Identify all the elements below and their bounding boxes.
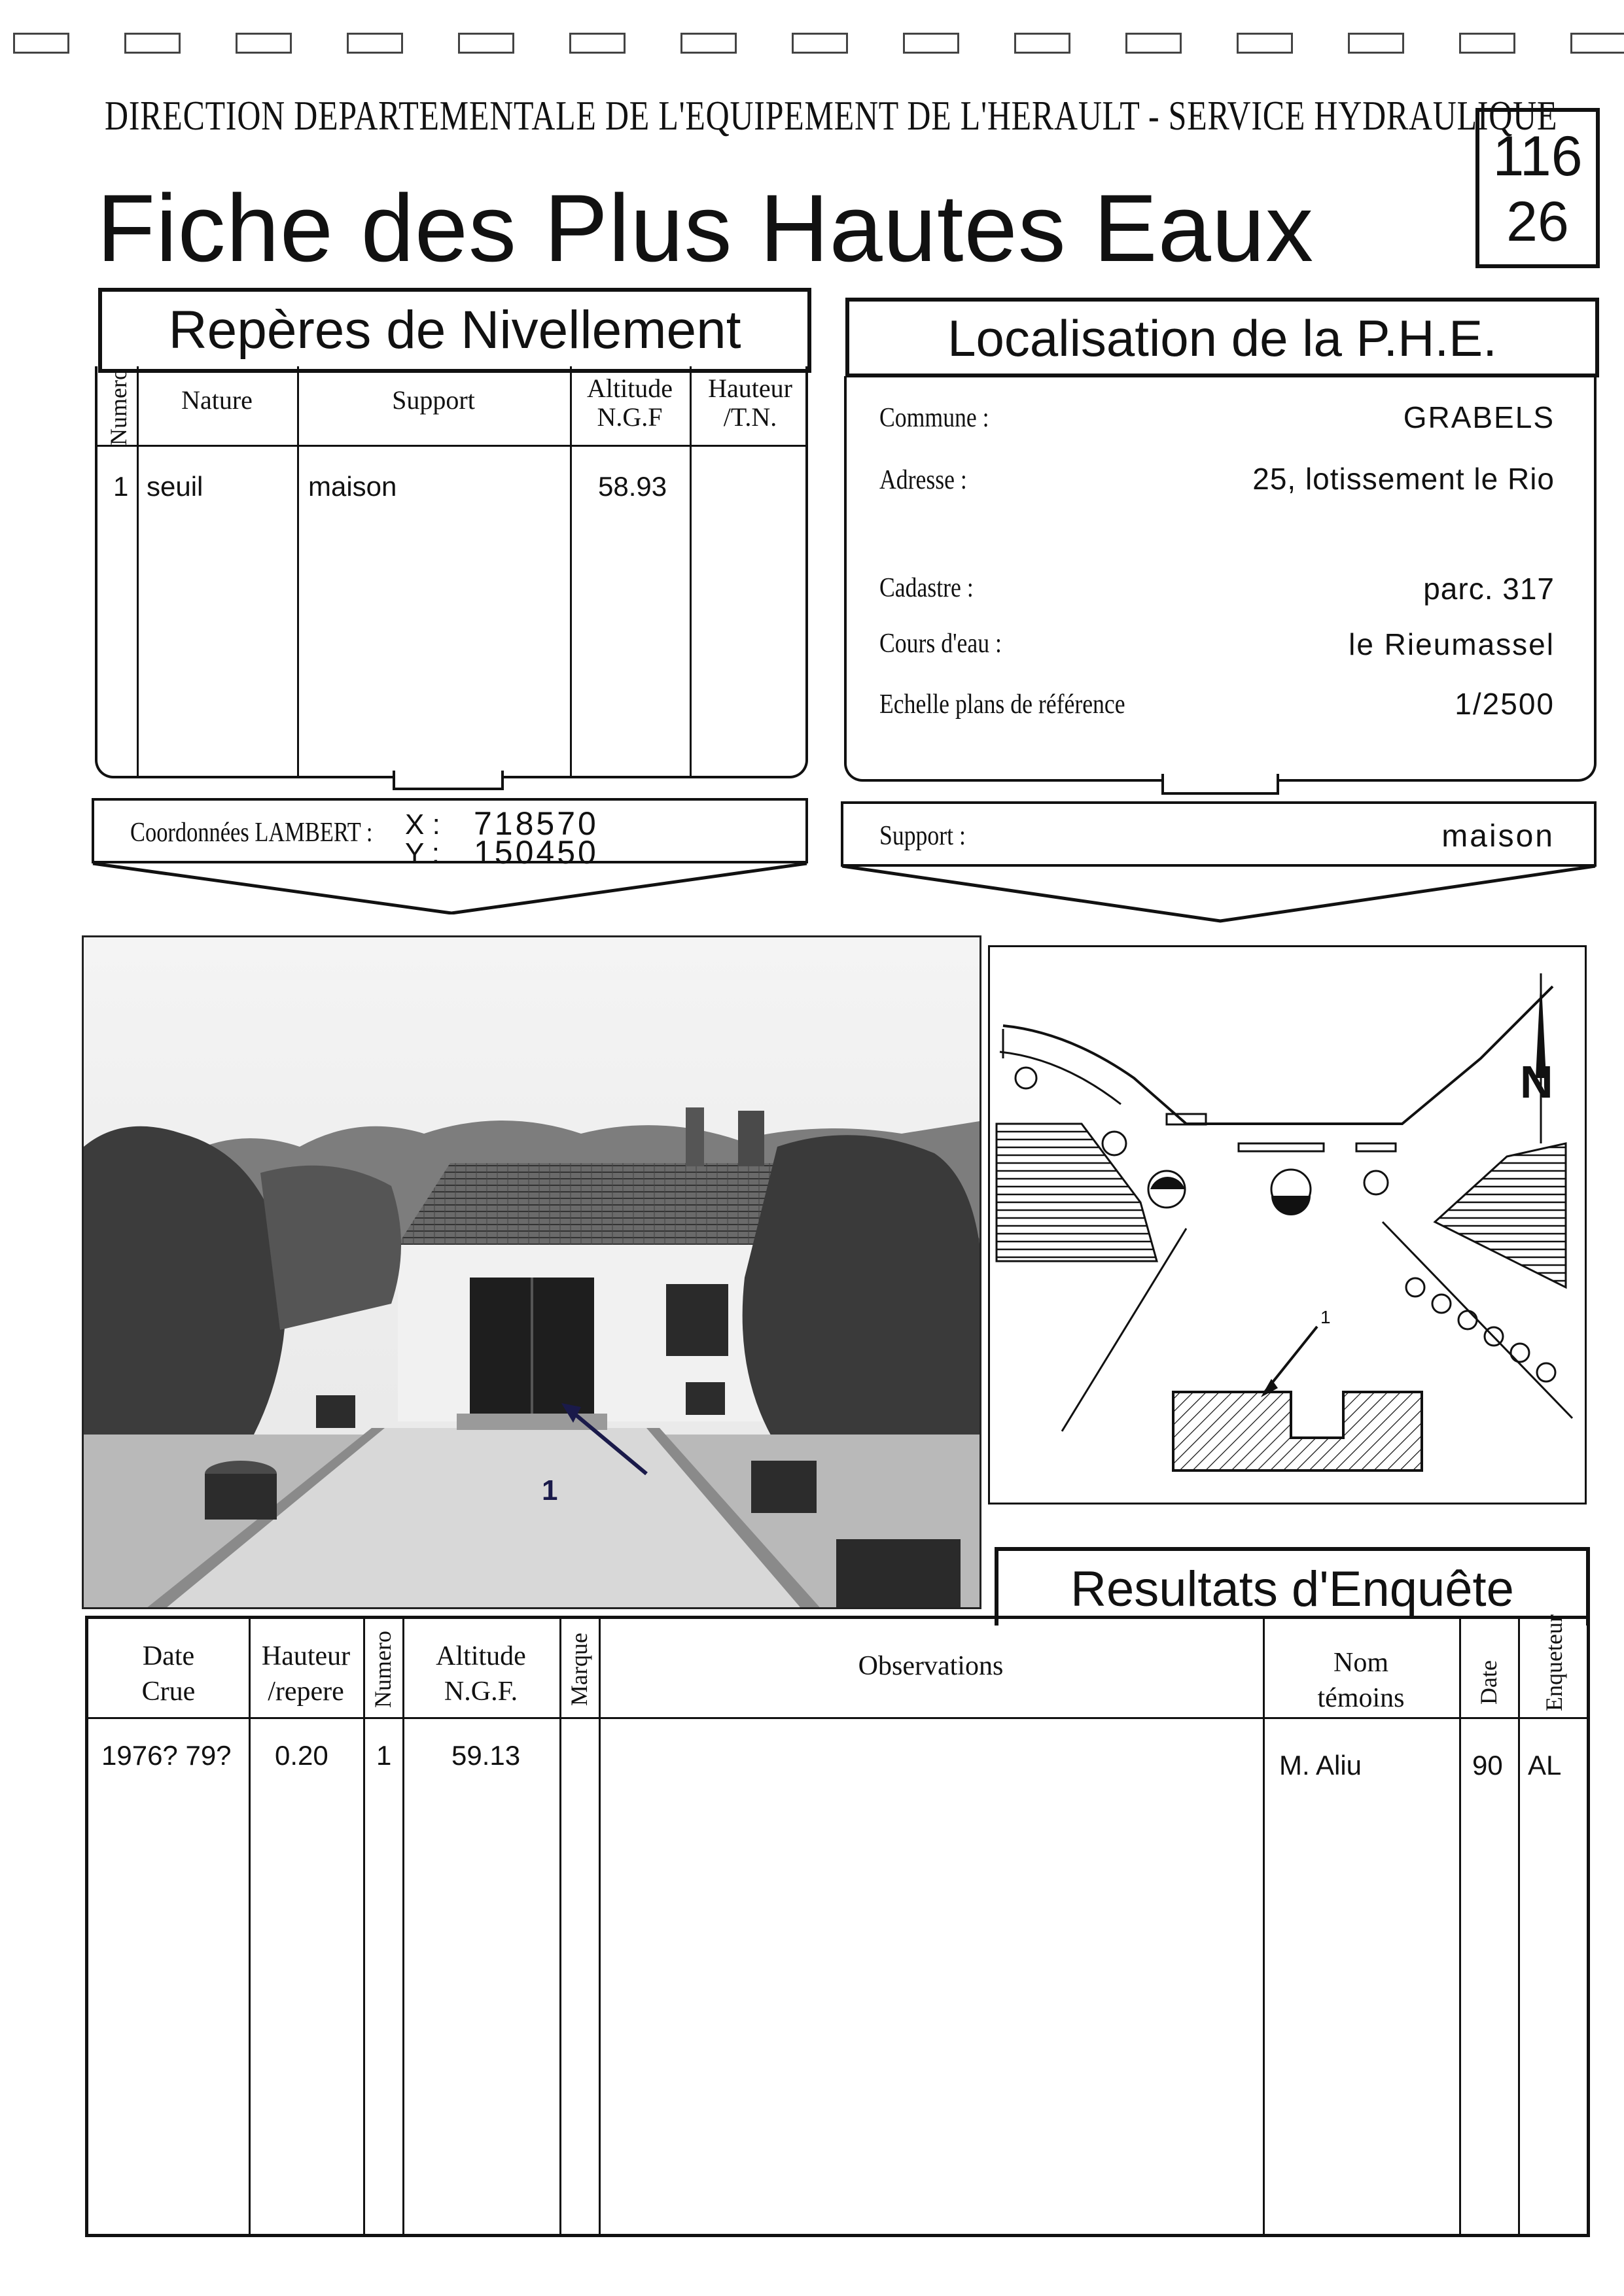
row-enqueteur: AL: [1528, 1750, 1562, 1781]
row-temoins: M. Aliu: [1279, 1750, 1362, 1781]
resultats-title: Resultats d'Enquête: [995, 1547, 1590, 1626]
col-header-hauteur-repere-line1: Hauteur: [261, 1641, 351, 1671]
localisation-title: Localisation de la P.H.E.: [845, 298, 1599, 377]
reference-line-1: 116: [1492, 125, 1583, 188]
col-header-nom-temoins-line1: Nom: [1333, 1648, 1388, 1678]
row-support: maison: [308, 471, 397, 502]
col-header-hauteur-repere: [249, 1639, 363, 1709]
resultats-table: [85, 1616, 1590, 2237]
tab-connector-right: [1161, 774, 1279, 795]
echelle-value: 1/2500: [1455, 687, 1555, 721]
binding-hole: [903, 33, 959, 54]
binding-hole: [13, 33, 69, 54]
page-title: Fiche des Plus Hautes Eaux: [97, 175, 1315, 281]
y-value: 150450: [474, 834, 599, 871]
col-header-enqueteur: Enqueteur: [1541, 1614, 1567, 1711]
x-label: X :: [405, 809, 440, 841]
house-photograph: [82, 935, 981, 1609]
binding-hole: [792, 33, 848, 54]
col-header-altitude-line1: Altitude: [586, 374, 673, 403]
organization-header: DIRECTION DEPARTEMENTALE DE L'EQUIPEMENT DE L'HERAULT - SERVICE HYDRAULIQUE: [105, 92, 1558, 139]
commune-label: Commune :: [879, 403, 989, 433]
row-altitude: 58.93: [598, 471, 667, 502]
col-header-date-crue: [88, 1639, 249, 1709]
row-nature: seuil: [147, 471, 203, 502]
col-header-altitude: [402, 1639, 559, 1709]
binding-hole: [680, 33, 737, 54]
support-pointer: [841, 865, 1597, 924]
reperes-table: [95, 366, 808, 778]
binding-hole: [236, 33, 292, 54]
cours-eau-label: Cours d'eau :: [879, 629, 1002, 659]
col-header-nature: Nature: [181, 385, 253, 415]
echelle-label: Echelle plans de référence: [879, 689, 1125, 720]
binding-hole: [1570, 33, 1624, 54]
reference-line-2: 26: [1506, 190, 1569, 253]
binding-hole: [124, 33, 181, 54]
col-header-observations: Observations: [858, 1651, 1004, 1681]
adresse-value: 25, lotissement le Rio: [1252, 462, 1555, 496]
site-plan: [988, 945, 1587, 1505]
photo-marker-label: 1: [542, 1474, 558, 1506]
commune-value: GRABELS: [1403, 400, 1555, 434]
col-header-altitude: [570, 374, 690, 432]
plan-marker-label: 1: [1320, 1307, 1331, 1327]
row-altitude: 59.13: [451, 1740, 521, 1771]
col-header-nom-temoins-line2: témoins: [1317, 1683, 1405, 1713]
cours-eau-value: le Rieumassel: [1349, 627, 1555, 661]
row-date-crue: 1976? 79?: [101, 1740, 232, 1771]
reperes-title: Repères de Nivellement: [98, 288, 811, 373]
support-box: [841, 801, 1597, 867]
cadastre-value: parc. 317: [1423, 572, 1555, 606]
col-header-altitude-line1: Altitude: [436, 1641, 526, 1671]
col-header-numero: Numero: [105, 368, 132, 445]
binding-holes: [0, 33, 1624, 59]
north-icon: N: [1520, 1056, 1553, 1107]
row-hauteur: 0.20: [275, 1740, 328, 1771]
tab-connector-left: [393, 771, 504, 790]
col-header-hauteur-line1: Hauteur: [708, 374, 792, 403]
binding-hole: [569, 33, 626, 54]
col-header-nom-temoins: [1263, 1645, 1459, 1716]
binding-hole: [1237, 33, 1293, 54]
binding-hole: [1459, 33, 1515, 54]
col-header-date-crue-line1: Date: [142, 1641, 195, 1671]
col-header-hauteur-repere-line2: /repere: [268, 1677, 344, 1707]
binding-hole: [347, 33, 403, 54]
col-header-numero: Numero: [370, 1631, 396, 1708]
col-header-support: Support: [392, 385, 475, 415]
col-header-hauteur-line2: /T.N.: [723, 402, 777, 432]
reference-box: [1475, 108, 1600, 268]
adresse-label: Adresse :: [879, 465, 967, 495]
binding-hole: [1348, 33, 1404, 54]
col-header-date-crue-line2: Crue: [141, 1677, 196, 1707]
row-numero: 1: [113, 471, 129, 502]
support-value: maison: [1441, 819, 1555, 854]
coordinates-label: Coordonnées LAMBERT :: [130, 818, 373, 848]
coordinates-box: [92, 798, 808, 871]
col-header-altitude-line2: N.G.F: [597, 402, 663, 432]
cadastre-label: Cadastre :: [879, 573, 974, 603]
col-header-marque: Marque: [566, 1633, 592, 1706]
row-numero: 1: [376, 1740, 392, 1771]
row-date: 90: [1472, 1750, 1503, 1781]
col-header-date: Date: [1475, 1660, 1502, 1705]
binding-hole: [1014, 33, 1070, 54]
support-label: Support :: [879, 821, 966, 851]
col-header-altitude-line2: N.G.F.: [444, 1677, 518, 1707]
binding-hole: [1125, 33, 1182, 54]
localisation-box: [844, 376, 1597, 782]
x-value: 718570: [474, 805, 599, 842]
binding-hole: [458, 33, 514, 54]
coordinates-pointer: [92, 862, 808, 914]
y-label: Y :: [405, 837, 440, 869]
col-header-hauteur: [690, 374, 811, 432]
